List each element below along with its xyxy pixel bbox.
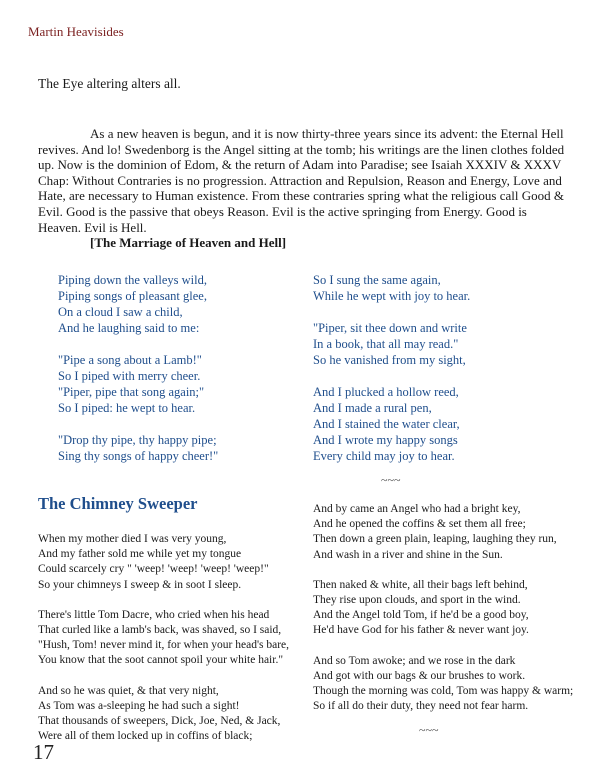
verse-line: Could scarcely cry " 'weep! 'weep! 'weep! 'weep!" xyxy=(38,563,269,576)
verse-line: And I made a rural pen, xyxy=(313,401,432,415)
prose-paragraph: As a new heaven is begun, and it is now thirty-three years since its advent: the Eternal Hell revives. And lo! Swedenborg is the Angel sitting at the tomb; his writings are the linen clothes folded up. Now is the dominion of Edom, & the return of Adam into Paradise; see Isaiah XXXIV & XXXV Chap: Without Contraries is no progression. Attraction and Repulsion, Reason and Energy, Love and Hate, are necessary to Human existence. From these contraries spring what the religious call Good & Evil. Good is the passive that obeys Reason. Evil is the active springing from Energy. Good is Heaven. Evil is Hell. xyxy=(38,126,565,235)
introduction-poem xyxy=(58,272,578,488)
stanza xyxy=(38,532,298,593)
verse-line: So your chimneys I sweep & in soot I sleep. xyxy=(38,578,242,591)
poem-column-left xyxy=(58,272,313,488)
epigraph: The Eye altering alters all. xyxy=(38,76,181,91)
stanza xyxy=(313,578,583,639)
section-separator: ~~~ xyxy=(381,473,401,487)
verse-line: And by came an Angel who had a bright key, xyxy=(313,503,521,515)
verse-line: And he opened the coffins & set them all free; xyxy=(313,518,526,531)
verse-line: There's little Tom Dacre, who cried when his head xyxy=(38,608,270,621)
verse-line: That curled like a lamb's back, was shaved, so I said, xyxy=(38,624,282,637)
verse-line: Then naked & white, all their bags left behind, xyxy=(313,578,528,591)
verse-line: When my mother died I was very young, xyxy=(38,533,227,545)
verse-line: That thousands of sweepers, Dick, Joe, Ned, & Jack, xyxy=(38,715,281,728)
verse-line: So I sung the same again, xyxy=(313,273,441,287)
verse-line: Then down a green plain, leaping, laughing they run, xyxy=(313,533,557,546)
verse-line: And I plucked a hollow reed, xyxy=(313,385,459,399)
page-number: 17 xyxy=(33,740,54,764)
stanza xyxy=(313,384,563,464)
stanza xyxy=(313,320,563,368)
verse-line: While he wept with joy to hear. xyxy=(313,289,471,303)
author-header: Martin Heavisides xyxy=(28,24,124,39)
verse-line: "Piper, sit thee down and write xyxy=(313,321,467,335)
verse-line: Though the morning was cold, Tom was happy & warm; xyxy=(313,685,574,698)
stanza xyxy=(313,654,583,715)
stanza xyxy=(38,608,298,669)
verse-line: "Pipe a song about a Lamb!" xyxy=(58,353,202,367)
verse-line: And my father sold me while yet my tongue xyxy=(38,548,242,561)
verse-line: Every child may joy to hear. xyxy=(313,449,455,463)
chimney-sweeper-right-column xyxy=(313,502,583,739)
stanza xyxy=(58,432,313,464)
verse-line: So he vanished from my sight, xyxy=(313,353,466,367)
verse-line: On a cloud I saw a child, xyxy=(58,305,183,319)
verse-line: And wash in a river and shine in the Sun. xyxy=(313,548,503,561)
verse-line: "Hush, Tom! never mind it, for when your head's bare, xyxy=(38,639,290,652)
chimney-sweeper-left-column xyxy=(38,532,298,759)
verse-line: And so Tom awoke; and we rose in the dark xyxy=(313,654,516,667)
section-separator: ~~~ xyxy=(419,723,439,738)
verse-line: Piping down the valleys wild, xyxy=(58,273,207,287)
verse-line: "Drop thy pipe, thy happy pipe; xyxy=(58,433,217,447)
verse-line: "Piper, pipe that song again;" xyxy=(58,385,205,399)
verse-line: So I piped: he wept to hear. xyxy=(58,401,196,415)
poem-column-right xyxy=(313,272,563,488)
stanza xyxy=(313,502,583,563)
verse-line: Sing thy songs of happy cheer!" xyxy=(58,449,219,463)
verse-line: In a book, that all may read." xyxy=(313,337,459,351)
verse-line: They rise upon clouds, and sport in the wind. xyxy=(313,594,521,607)
verse-line: And so he was quiet, & that very night, xyxy=(38,684,219,697)
prose-block xyxy=(38,126,570,251)
verse-line: And he laughing said to me: xyxy=(58,321,200,335)
stanza xyxy=(313,272,563,304)
verse-line: He'd have God for his father & never want joy. xyxy=(313,624,529,637)
verse-line: And the Angel told Tom, if he'd be a good boy, xyxy=(313,609,529,622)
verse-line: Piping songs of pleasant glee, xyxy=(58,289,207,303)
verse-line: And got with our bags & our brushes to work. xyxy=(313,669,526,682)
stanza xyxy=(38,684,298,745)
verse-line: So if all do their duty, they need not fear harm. xyxy=(313,700,529,713)
verse-line: And I stained the water clear, xyxy=(313,417,460,431)
verse-line: You know that the soot cannot spoil your white hair." xyxy=(38,654,284,667)
verse-line: Were all of them locked up in coffins of black; xyxy=(38,730,253,743)
verse-line: And I wrote my happy songs xyxy=(313,433,458,447)
section-title: The Chimney Sweeper xyxy=(38,494,198,513)
stanza xyxy=(58,272,313,336)
stanza xyxy=(58,352,313,416)
verse-line: So I piped with merry cheer. xyxy=(58,369,201,383)
verse-line: As Tom was a-sleeping he had such a sight! xyxy=(38,699,240,712)
citation: [The Marriage of Heaven and Hell] xyxy=(90,235,287,251)
